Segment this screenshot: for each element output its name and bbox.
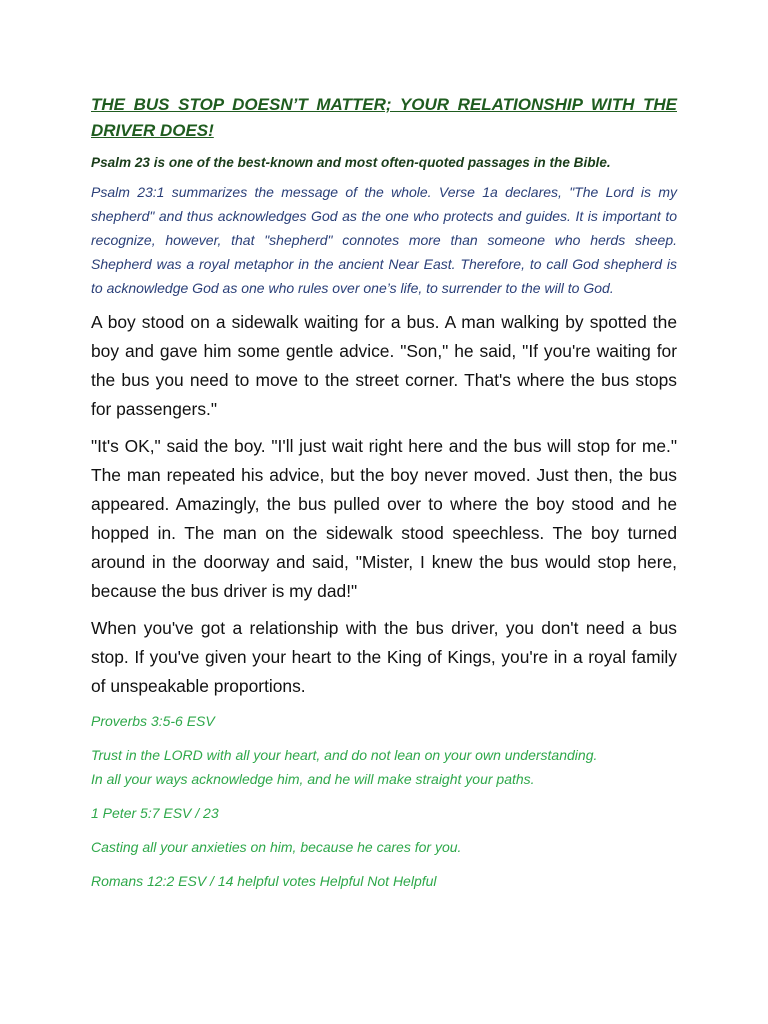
- story-paragraph-3: When you've got a relationship with the bus driver, you don't need a bus stop. If you've given your heart to the King of Kings, you're in a royal family of unspeakable proportions.: [91, 618, 677, 696]
- verse-text-proverbs-line-2: In all your ways acknowledge him, and he will make straight your paths.: [91, 771, 535, 787]
- verse-text-proverbs: [91, 743, 677, 791]
- verse-reference-peter: 1 Peter 5:7 ESV / 23: [91, 805, 219, 821]
- document-page: [91, 92, 677, 903]
- story-paragraph-1: A boy stood on a sidewalk waiting for a bus. A man walking by spotted the boy and gave him some gentle advice. "Son," he said, "If you're waiting for the bus you need to move to the street corner. That's where the bus stops for passengers.": [91, 312, 677, 419]
- verse-reference-romans: Romans 12:2 ESV / 14 helpful votes Helpful Not Helpful: [91, 873, 437, 889]
- psalm-summary-paragraph: Psalm 23:1 summarizes the message of the whole. Verse 1a declares, "The Lord is my shepherd" and thus acknowledges God as the one who protects and guides. It is important to recognize, however, that "shepherd" connotes more than someone who herds sheep. Shepherd was a royal metaphor in the ancient Near East. Therefore, to call God shepherd is to acknowledge God as one who rules over one’s life, to surrender to the will to God.: [91, 184, 677, 296]
- verse-reference-proverbs: Proverbs 3:5-6 ESV: [91, 713, 215, 729]
- document-title: THE BUS STOP DOESN’T MATTER; YOUR RELATIONSHIP WITH THE DRIVER DOES!: [91, 95, 677, 140]
- story-paragraph-2: "It's OK," said the boy. "I'll just wait right here and the bus will stop for me." The man repeated his advice, but the boy never moved. Just then, the bus appeared. Amazingly, the bus pulled over to where the boy stood and he hopped in. The man on the sidewalk stood speechless. The boy turned around in the doorway and said, "Mister, I knew the bus would stop here, because the bus driver is my dad!": [91, 436, 677, 601]
- verse-text-proverbs-line-1: Trust in the LORD with all your heart, and do not lean on your own understanding.: [91, 747, 598, 763]
- document-subtitle: Psalm 23 is one of the best-known and most often-quoted passages in the Bible.: [91, 155, 611, 170]
- verse-text-peter: Casting all your anxieties on him, because he cares for you.: [91, 839, 462, 855]
